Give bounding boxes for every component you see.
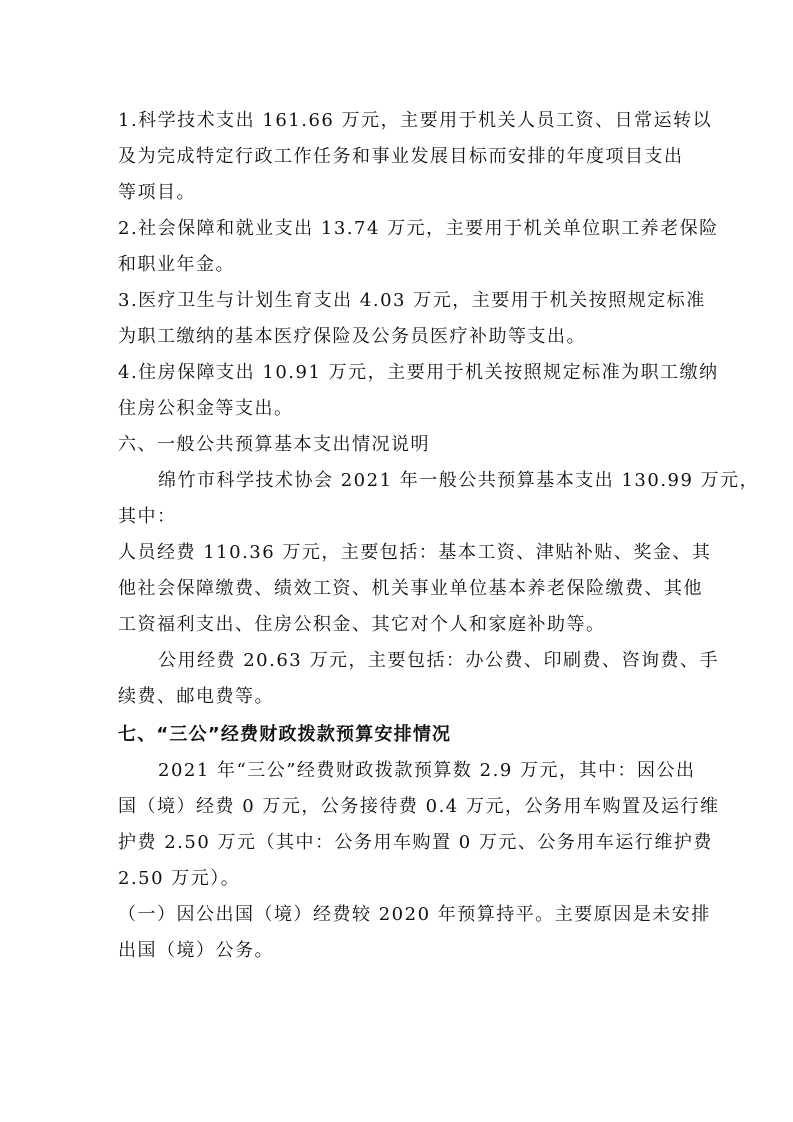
text-line-3: 等项目。	[118, 182, 196, 203]
section-heading-seven: 七、“三公”经费财政拨款预算安排情况	[118, 724, 452, 745]
section-heading-six: 六、一般公共预算基本支出情况说明	[118, 434, 430, 455]
text-line-22: 2.50 万元）。	[118, 868, 241, 889]
text-line-12: 其中：	[118, 506, 177, 527]
text-line-13: 人员经费 110.36 万元，主要包括：基本工资、津贴补贴、奖金、其	[118, 542, 712, 563]
text-line-15: 工资福利支出、住房公积金、其它对个人和家庭补助等。	[118, 614, 606, 635]
text-line-9: 住房公积金等支出。	[118, 398, 294, 419]
text-line-8: 4.住房保障支出 10.91 万元，主要用于机关按照规定标准为职工缴纳	[118, 362, 719, 383]
text-line-20: 国（境）经费 0 万元，公务接待费 0.4 万元，公务用车购置及运行维	[118, 796, 720, 817]
text-line-24: 出国（境）公务。	[118, 940, 274, 961]
text-line-14: 他社会保障缴费、绩效工资、机关事业单位基本养老保险缴费、其他	[118, 578, 703, 599]
text-line-6: 3.医疗卫生与计划生育支出 4.03 万元，主要用于机关按照规定标准	[118, 290, 706, 311]
text-line-23: （一）因公出国（境）经费较 2020 年预算持平。主要原因是未安排	[118, 904, 711, 925]
text-line-21: 护费 2.50 万元（其中：公务用车购置 0 万元、公务用车运行维护费	[118, 832, 713, 853]
text-line-11: 绵竹市科学技术协会 2021 年一般公共预算基本支出 130.99 万元，	[158, 470, 760, 491]
text-line-1: 1.科学技术支出 161.66 万元，主要用于机关人员工资、日常运转以	[118, 110, 713, 131]
text-line-17: 续费、邮电费等。	[118, 686, 274, 707]
text-line-5: 和职业年金。	[118, 254, 235, 275]
text-line-16: 公用经费 20.63 万元，主要包括：办公费、印刷费、咨询费、手	[158, 650, 719, 671]
text-line-4: 2.社会保障和就业支出 13.74 万元，主要用于机关单位职工养老保险	[118, 218, 719, 239]
text-line-7: 为职工缴纳的基本医疗保险及公务员医疗补助等支出。	[118, 326, 586, 347]
text-line-19: 2021 年“三公”经费财政拨款预算数 2.9 万元，其中：因公出	[158, 760, 696, 781]
text-line-2: 及为完成特定行政工作任务和事业发展目标而安排的年度项目支出	[118, 146, 684, 167]
